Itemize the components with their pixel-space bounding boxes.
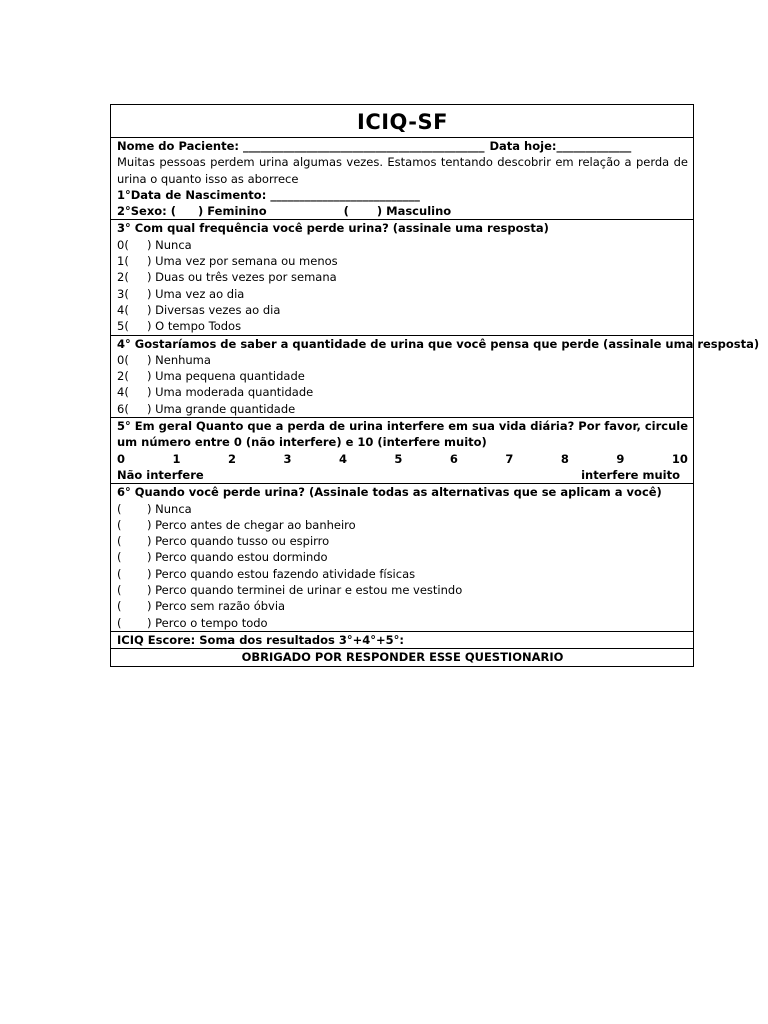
sex-label: 2°Sexo: ( xyxy=(117,204,177,219)
date-today-field[interactable]: Data hoje:_____________ xyxy=(489,139,632,153)
scale-number[interactable]: 6 xyxy=(449,451,458,466)
scale-number[interactable]: 9 xyxy=(616,451,625,466)
q4-option[interactable]: 2( ) Uma pequena quantidade xyxy=(117,369,305,384)
patient-line xyxy=(117,138,688,154)
scale-number[interactable]: 0 xyxy=(117,451,126,466)
q5-section xyxy=(111,417,693,483)
sex-male-option[interactable]: ) Masculino xyxy=(376,204,452,219)
q3-option[interactable]: 4( ) Diversas vezes ao dia xyxy=(117,302,281,317)
form-title: ICIQ-SF xyxy=(357,110,448,134)
patient-info-section xyxy=(111,137,693,219)
scale-number[interactable]: 3 xyxy=(283,451,292,466)
q6-option[interactable]: ( ) Perco sem razão óbvia xyxy=(117,599,286,614)
q3-section xyxy=(111,219,693,334)
q3-option[interactable]: 3( ) Uma vez ao dia xyxy=(117,286,245,301)
q4-option[interactable]: 0( ) Nenhuma xyxy=(117,352,211,367)
patient-name-field[interactable]: Nome do Paciente: __________________________________________ xyxy=(117,139,485,153)
q6-option[interactable]: ( ) Perco quando estou dormindo xyxy=(117,550,328,565)
q4-option[interactable]: 4( ) Uma moderada quantidade xyxy=(117,385,314,400)
birth-date-field[interactable]: 1°Data de Nascimento: __________________________ xyxy=(117,187,420,202)
iciq-sf-form xyxy=(110,104,760,667)
q5-scale xyxy=(117,451,688,467)
intro-text: Muitas pessoas perdem urina algumas vezes. Estamos tentando descobrir em relação a perda de urina o quanto isso as aborrece xyxy=(117,155,688,186)
q3-option[interactable]: 5( ) O tempo Todos xyxy=(117,319,242,334)
q6-question: 6° Quando você perde urina? (Assinale todas as alternativas que se aplicam a você) xyxy=(117,485,662,500)
q6-section xyxy=(111,483,693,631)
sex-line xyxy=(117,203,688,219)
scale-high-label: interfere muito xyxy=(581,467,680,482)
q3-option[interactable]: 1( ) Uma vez por semana ou menos xyxy=(117,254,338,269)
scale-number[interactable]: 5 xyxy=(394,451,403,466)
q6-option[interactable]: ( ) Perco o tempo todo xyxy=(117,615,268,630)
q3-option[interactable]: 0( ) Nunca xyxy=(117,237,192,252)
q5-scale-labels xyxy=(117,467,688,483)
q6-option[interactable]: ( ) Perco quando terminei de urinar e estou me vestindo xyxy=(117,583,463,598)
q3-question: 3° Com qual frequência você perde urina? (assinale uma resposta) xyxy=(117,221,549,236)
score-line: ICIQ Escore: Soma dos resultados 3°+4°+5°: xyxy=(111,631,693,648)
q4-question: 4° Gostaríamos de saber a quantidade de urina que você pensa que perde (assinale uma resposta) xyxy=(117,336,760,351)
scale-number[interactable]: 2 xyxy=(227,451,236,466)
scale-number[interactable]: 7 xyxy=(505,451,514,466)
q5-question: 5° Em geral Quanto que a perda de urina interfere em sua vida diária? Por favor, circule um número entre 0 (não interfere) e 10 (interfere muito) xyxy=(117,419,688,450)
q4-section xyxy=(111,335,760,417)
q6-option[interactable]: ( ) Perco antes de chegar ao banheiro xyxy=(117,517,356,532)
q4-option[interactable]: 6( ) Uma grande quantidade xyxy=(117,401,296,416)
thanks-line: OBRIGADO POR RESPONDER ESSE QUESTIONARIO xyxy=(111,648,693,665)
q6-option[interactable]: ( ) Perco quando tusso ou espirro xyxy=(117,534,330,549)
scale-number[interactable]: 8 xyxy=(560,451,569,466)
q6-option[interactable]: ( ) Nunca xyxy=(117,501,192,516)
sex-open-paren: ( xyxy=(343,204,349,219)
sex-female-option[interactable]: ) Feminino xyxy=(198,204,267,219)
q3-option[interactable]: 2( ) Duas ou três vezes por semana xyxy=(117,270,337,285)
scale-number[interactable]: 4 xyxy=(338,451,347,466)
q6-option[interactable]: ( ) Perco quando estou fazendo atividade físicas xyxy=(117,566,416,581)
q3-options xyxy=(117,237,688,335)
scale-number[interactable]: 10 xyxy=(671,451,688,466)
scale-low-label: Não interfere xyxy=(117,467,204,482)
scale-number[interactable]: 1 xyxy=(172,451,181,466)
